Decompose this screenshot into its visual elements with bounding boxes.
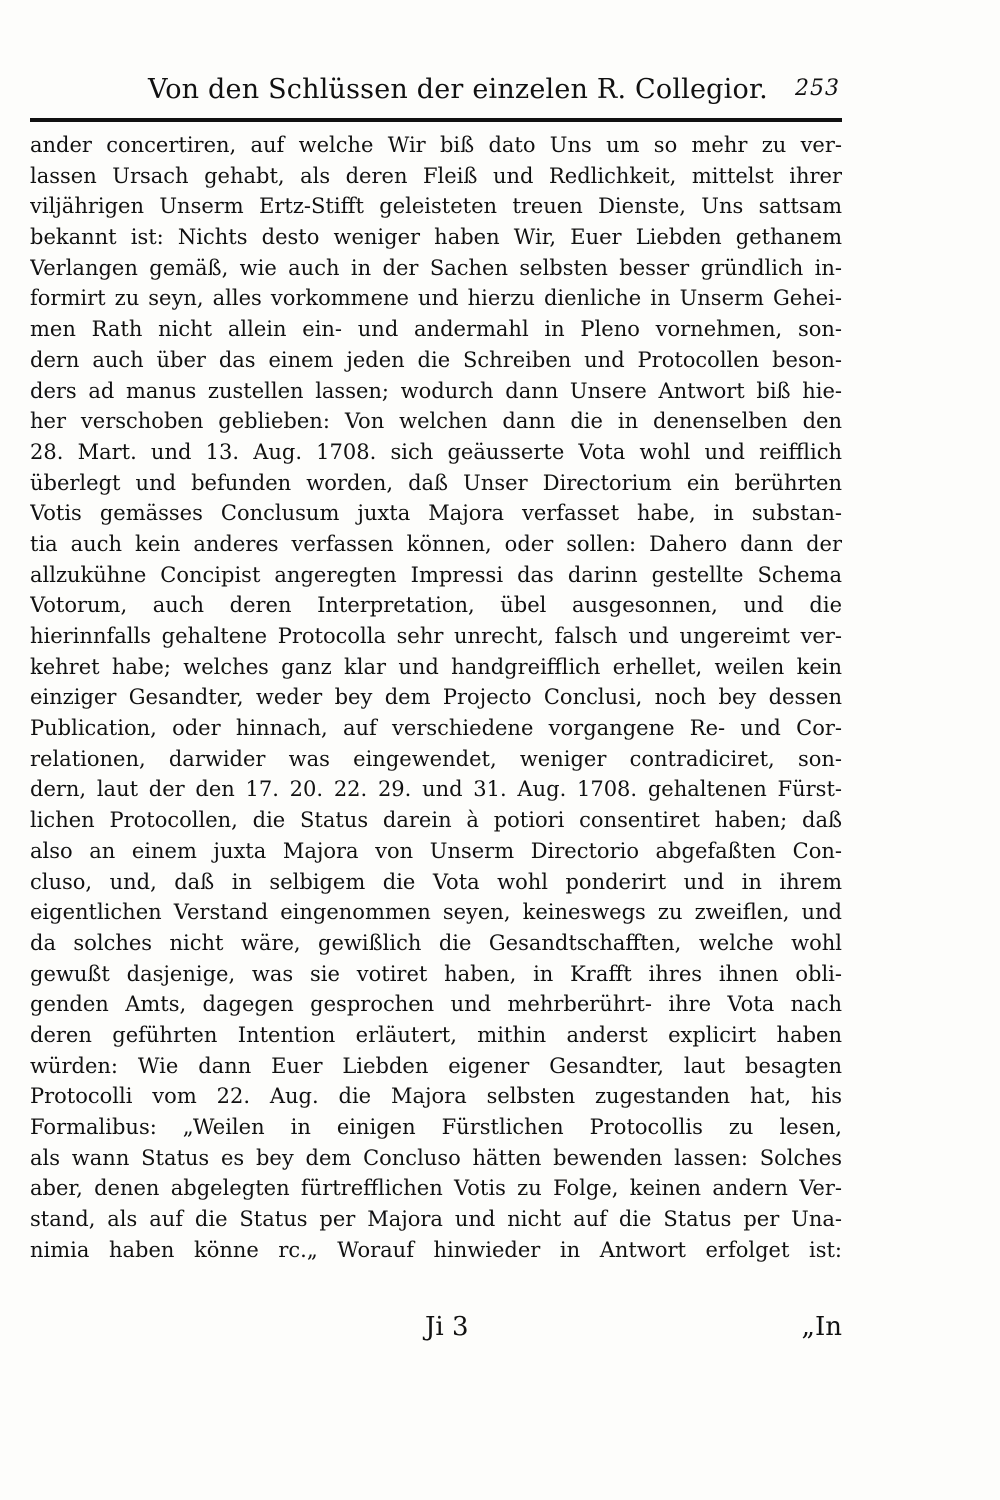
text-line: formirt zu seyn, alles vorkommene und hierzu dienliche in Unserm Gehei- (30, 286, 842, 311)
text-line: bekannt ist: Nichts desto weniger haben Wir, Euer Liebden gethanem (30, 225, 842, 250)
text-line: würden: Wie dann Euer Liebden eigener Gesandter, laut besagten (30, 1053, 842, 1078)
text-line: cluso, und, daß in selbigem die Vota wohl ponderirt und in ihrem (30, 869, 842, 894)
text-line: Protocolli vom 22. Aug. die Majora selbsten zugestanden hat, his (30, 1084, 842, 1109)
text-line: überlegt und befunden worden, daß Unser Directorium ein berührten (30, 470, 842, 495)
text-line: dern, laut der den 17. 20. 22. 29. und 31. Aug. 1708. gehaltenen Fürst- (30, 777, 842, 802)
text-line: genden Amts, dagegen gesprochen und mehrberührt- ihre Vota nach (30, 992, 842, 1017)
text-line: kehret habe; welches ganz klar und handgreifflich erhellet, weilen kein (30, 654, 842, 679)
header-rule (30, 118, 842, 122)
text-line: viljährigen Unserm Ertz-Stifft geleisteten treuen Dienste, Uns sattsam (30, 194, 842, 219)
text-line: 28. Mart. und 13. Aug. 1708. sich geäusserte Vota wohl und reifflich (30, 439, 842, 464)
running-head: Von den Schlüssen der einzelen R. Collegior. (148, 74, 768, 105)
text-line: da solches nicht wäre, gewißlich die Gesandtschafften, welche wohl (30, 930, 842, 955)
page-header (140, 70, 840, 110)
text-line: relationen, darwider was eingewendet, weniger contradiciret, son- (30, 746, 842, 771)
body-text (30, 130, 842, 1265)
text-line: allzukühne Concipist angeregten Impressi das darinn gestellte Schema (30, 562, 842, 587)
text-line: Votis gemässes Conclusum juxta Majora verfasset habe, in substan- (30, 501, 842, 526)
page-footer (30, 1312, 842, 1352)
text-line: Publication, oder hinnach, auf verschiedene vorgangene Re- und Cor- (30, 716, 842, 741)
text-line: Votorum, auch deren Interpretation, übel ausgesonnen, und die (30, 593, 842, 618)
text-line: also an einem juxta Majora von Unserm Directorio abgefaßten Con- (30, 838, 842, 863)
text-line: eigentlichen Verstand eingenommen seyen, keineswegs zu zweiflen, und (30, 900, 842, 925)
text-line: tia auch kein anderes verfassen können, oder sollen: Dahero dann der (30, 531, 842, 556)
text-line: Verlangen gemäß, wie auch in der Sachen selbsten besser gründlich in- (30, 255, 842, 280)
text-line: ders ad manus zustellen lassen; wodurch dann Unsere Antwort biß hie- (30, 378, 842, 403)
signature-mark: Ji 3 (425, 1312, 469, 1342)
text-line: her verschoben geblieben: Von welchen dann die in denenselben den (30, 409, 842, 434)
page-number: 253 (795, 76, 840, 101)
text-line: aber, denen abgelegten fürtrefflichen Votis zu Folge, keinen andern Ver- (30, 1176, 842, 1201)
text-line: deren geführten Intention erläutert, mithin anderst explicirt haben (30, 1022, 842, 1047)
text-line: lassen Ursach gehabt, als deren Fleiß und Redlichkeit, mittelst ihrer (30, 163, 842, 188)
text-line: nimia haben könne rc.„ Worauf hinwieder in Antwort erfolget ist: (30, 1237, 842, 1262)
text-line: als wann Status es bey dem Concluso hätten bewenden lassen: Solches (30, 1145, 842, 1170)
catchword: „In (801, 1312, 842, 1342)
text-line: lichen Protocollen, die Status darein à potiori consentiret haben; daß (30, 808, 842, 833)
text-line: men Rath nicht allein ein- und andermahl in Pleno vornehmen, son- (30, 317, 842, 342)
text-line: ander concertiren, auf welche Wir biß dato Uns um so mehr zu ver- (30, 133, 842, 157)
text-line: gewußt dasjenige, was sie votiret haben, in Krafft ihres ihnen obli- (30, 961, 842, 986)
text-line: stand, als auf die Status per Majora und nicht auf die Status per Una- (30, 1207, 842, 1232)
text-line: Formalibus: „Weilen in einigen Fürstlichen Protocollis zu lesen, (30, 1115, 842, 1139)
text-line: hierinnfalls gehaltene Protocolla sehr unrecht, falsch und ungereimt ver- (30, 624, 842, 648)
text-line: einziger Gesandter, weder bey dem Projecto Conclusi, noch bey dessen (30, 685, 842, 710)
text-line: dern auch über das einem jeden die Schreiben und Protocollen beson- (30, 347, 842, 372)
